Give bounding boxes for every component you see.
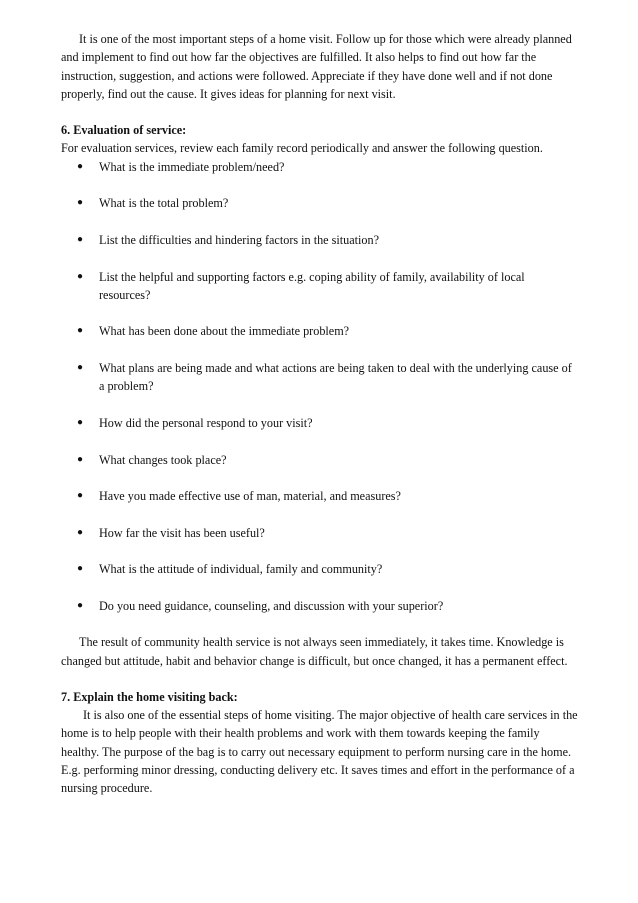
bullet-icon: ●	[77, 453, 84, 465]
bullet-icon: ●	[77, 325, 84, 337]
list-item: ● How far the visit has been useful?	[99, 524, 578, 542]
bullet-icon: ●	[77, 526, 84, 538]
list-item: ● What has been done about the immediate problem?	[99, 322, 578, 340]
section-6-closing: The result of community health service is not always seen immediately, it takes time. Knowledge is changed but attitude, habit and behavior change is difficult, but once changed, it has a permanent effect.	[61, 635, 568, 668]
list-item: ● List the difficulties and hindering factors in the situation?	[99, 231, 578, 249]
section-7-heading: 7. Explain the home visiting back:	[61, 689, 238, 704]
bullet-icon: ●	[77, 270, 84, 282]
evaluation-question-list	[61, 158, 578, 615]
list-item: ● What plans are being made and what actions are being taken to deal with the underlying cause of a problem?	[77, 361, 572, 394]
bullet-icon: ●	[77, 563, 84, 575]
list-item: ● List the helpful and supporting factors e.g. coping ability of family, availability of local resources?	[77, 269, 525, 302]
bullet-icon: ●	[77, 599, 84, 611]
bullet-icon: ●	[77, 160, 84, 172]
bullet-icon: ●	[77, 416, 84, 428]
bullet-icon: ●	[77, 197, 84, 209]
list-item: ● How did the personal respond to your visit?	[99, 414, 578, 432]
list-item: ● What is the total problem?	[99, 194, 578, 212]
list-item: ● Have you made effective use of man, material, and measures?	[99, 487, 578, 505]
list-item: ● What changes took place?	[99, 451, 578, 469]
section-6-heading: 6. Evaluation of service:	[61, 123, 187, 138]
section-7-body: It is also one of the essential steps of home visiting. The major objective of health care services in the home is to help people with their health problems and work with them towards keeping the family healthy. The purpose of the bag is to carry out necessary equipment to perform nursing care in the home. E.g. performing minor dressing, conducting delivery etc. It saves times and effort in the performance of a nursing procedure.	[61, 708, 578, 796]
bullet-icon: ●	[77, 362, 84, 374]
bullet-icon: ●	[77, 233, 84, 245]
list-item: ● Do you need guidance, counseling, and discussion with your superior?	[99, 597, 578, 615]
section-6-lead: For evaluation services, review each family record periodically and answer the following question.	[61, 141, 543, 156]
list-item: ● What is the attitude of individual, family and community?	[99, 560, 578, 578]
list-item: ● What is the immediate problem/need?	[99, 158, 578, 176]
intro-paragraph: It is one of the most important steps of a home visit. Follow up for those which were already planned and implement to find out how far the objectives are fulfilled. It also helps to find out how far the instruction, suggestion, and actions were followed. Appreciate if they have done well and if not done properly, find out the cause. It gives ideas for planning for next visit.	[61, 32, 572, 101]
bullet-icon: ●	[77, 490, 84, 502]
